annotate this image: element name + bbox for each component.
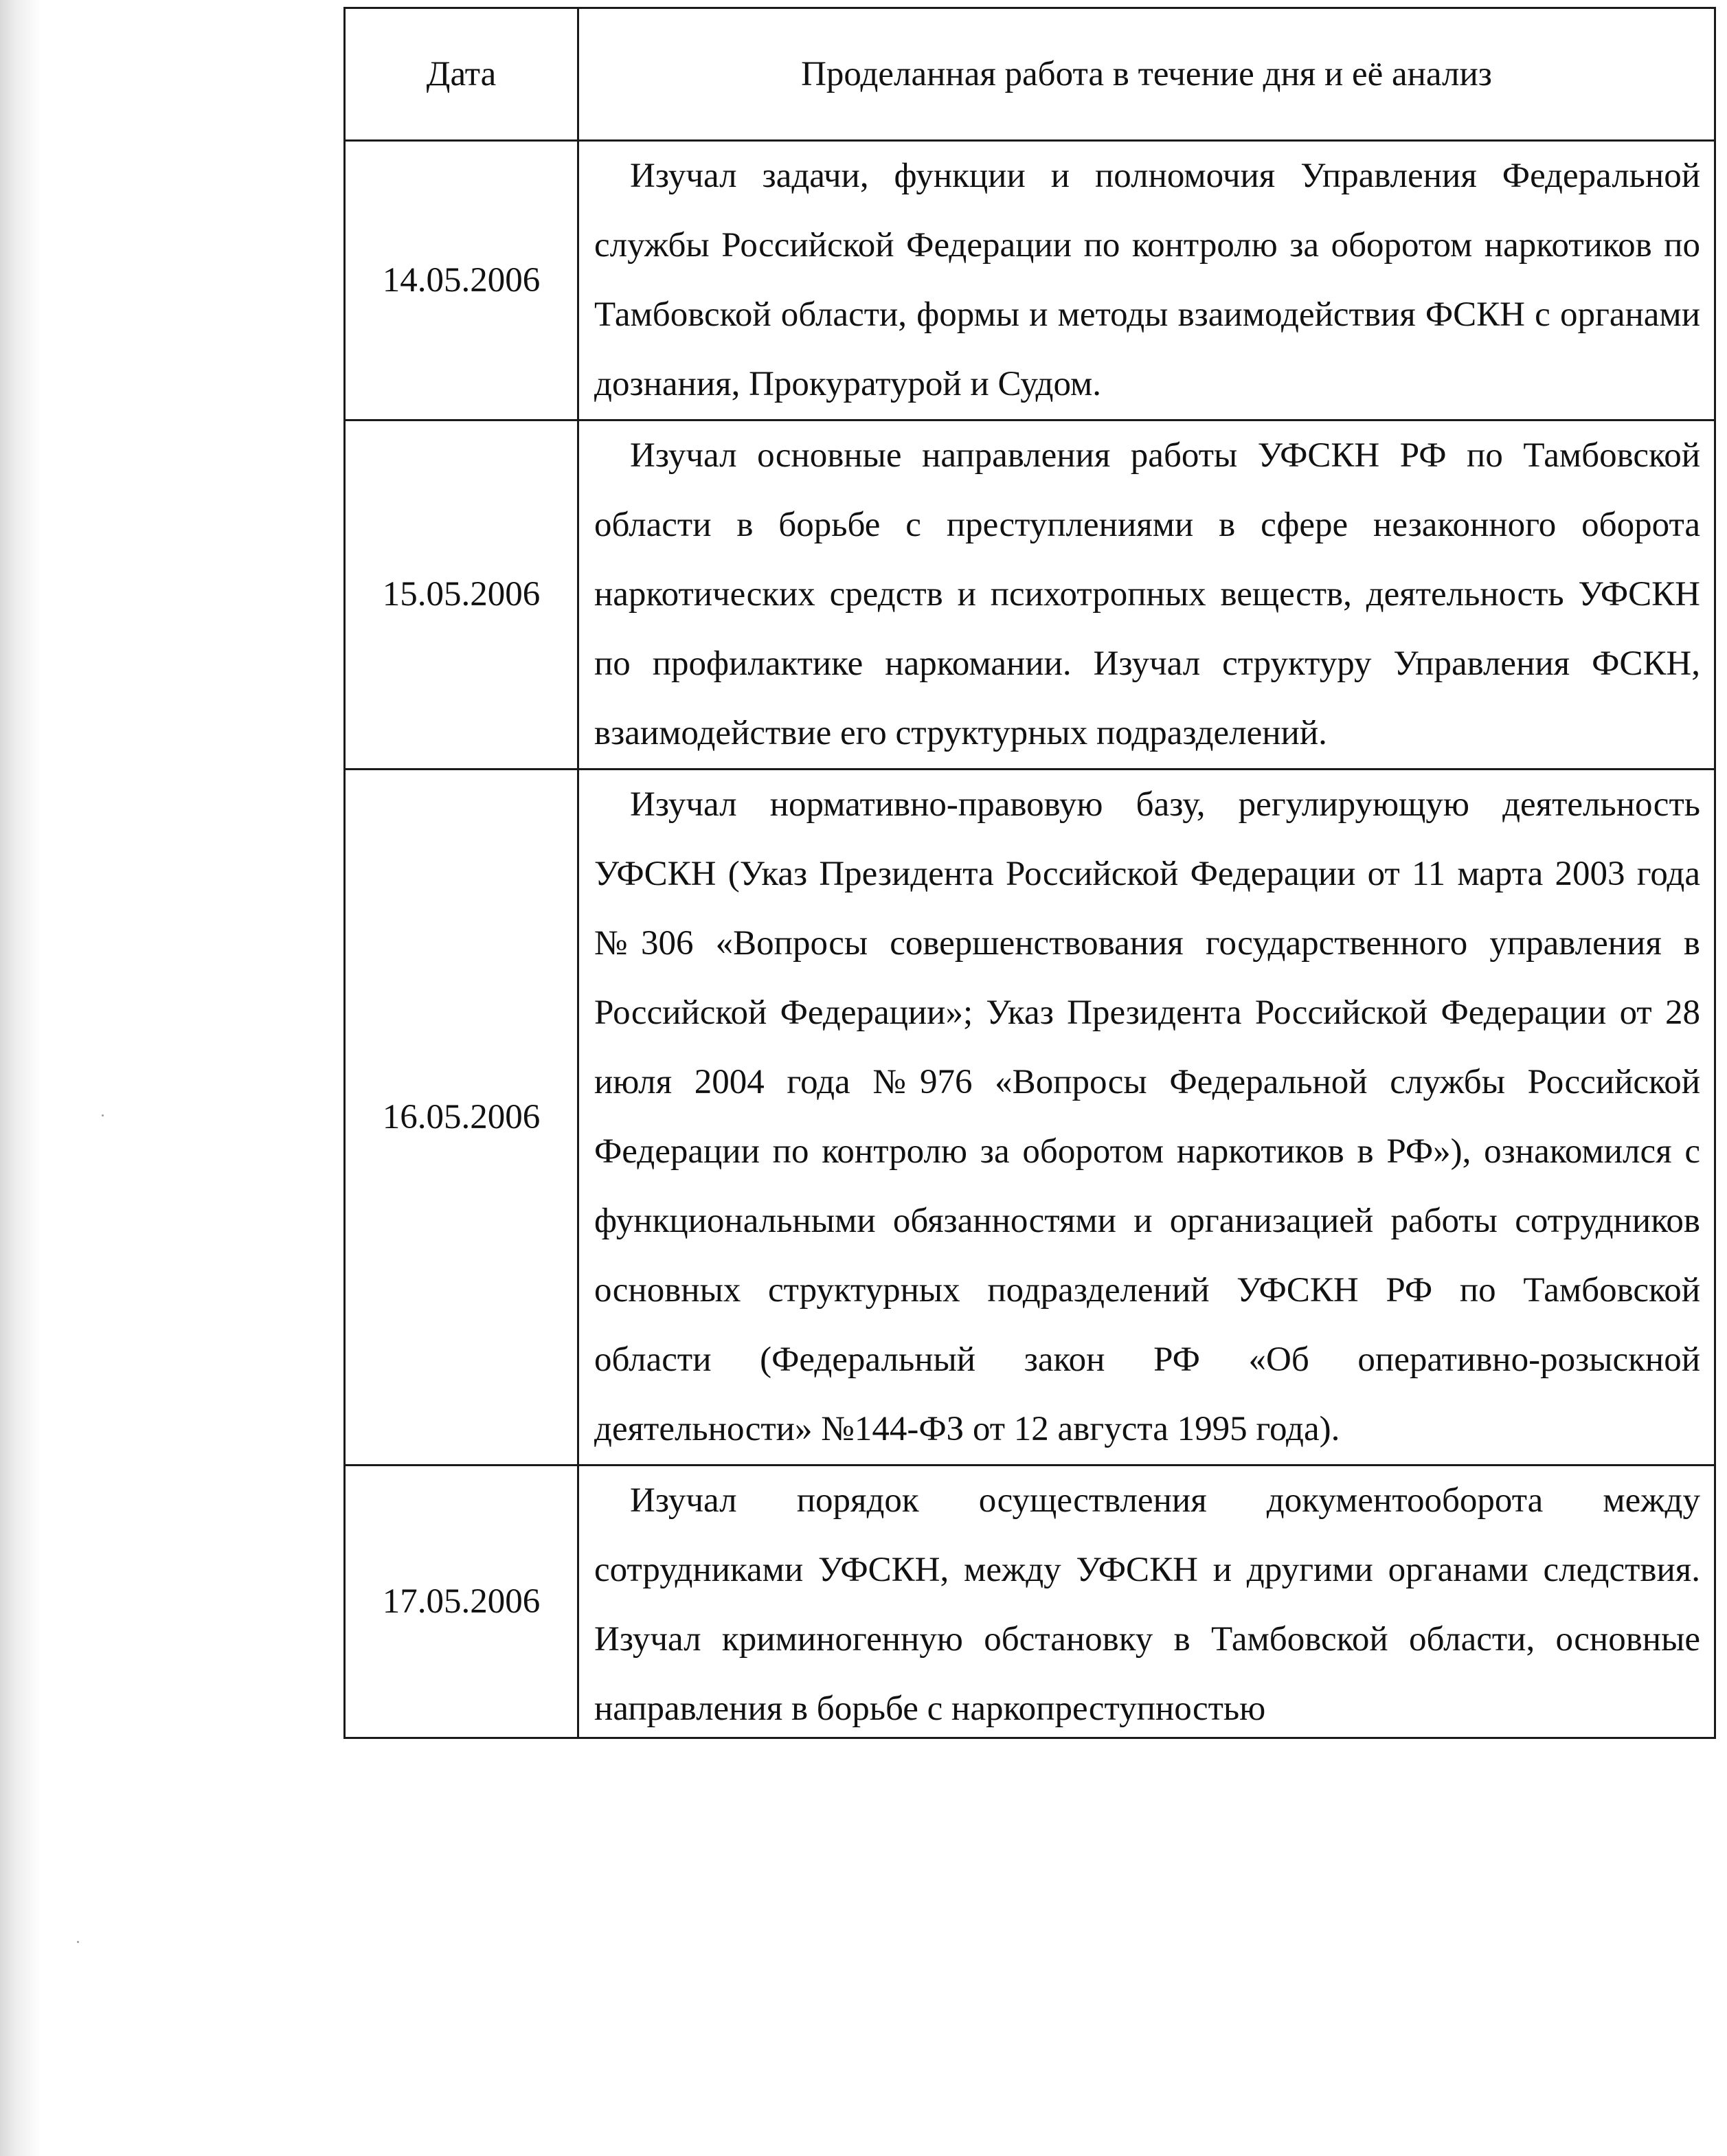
row-date: 14.05.2006 <box>345 141 578 420</box>
row-work-text: Изучал порядок осуществления документооборота между сотрудниками УФСКН, между УФСКН и другими органами следствия. Изучал криминогенную обстановку в Тамбовской области, основные направления в борьбе с наркопреступностью <box>594 1481 1700 1728</box>
table-row <box>345 141 1715 420</box>
row-work-cell <box>578 1466 1715 1738</box>
date-column-header: Дата <box>345 8 578 141</box>
work-journal-table <box>343 7 1716 1739</box>
row-date: 17.05.2006 <box>345 1466 578 1738</box>
scan-speck <box>102 1114 104 1116</box>
row-work-text: Изучал основные направления работы УФСКН РФ по Тамбовской области в борьбе с преступлениями в сфере незаконного оборота наркотических средств и психотропных веществ, деятельность УФСКН по профилактике наркомании. Изучал структуру Управления ФСКН, взаимодействие его структурных подразделений. <box>578 420 1715 770</box>
row-date: 16.05.2006 <box>345 770 578 1466</box>
work-column-header: Проделанная работа в течение дня и её анализ <box>578 8 1715 141</box>
scan-speck <box>77 1941 79 1943</box>
row-date: 15.05.2006 <box>345 420 578 770</box>
table-row <box>345 770 1715 1466</box>
table-row <box>345 420 1715 770</box>
table-row <box>345 1466 1715 1738</box>
table-header-row <box>345 8 1715 141</box>
scan-shadow <box>0 0 41 2156</box>
row-work-text: Изучал задачи, функции и полномочия Управления Федеральной службы Российской Федерации по контролю за оборотом наркотиков по Тамбовской области, формы и методы взаимодействия ФСКН с органами дознания, Прокуратурой и Судом. <box>578 141 1715 420</box>
row-work-text: Изучал нормативно-правовую базу, регулирующую деятельность УФСКН (Указ Президента Российской Федерации от 11 марта 2003 года №306 «Вопросы совершенствования государственного управления в Российской Федерации»; Указ Президента Российской Федерации от 28 июля 2004 года №976 «Вопросы Федеральной службы Российской Федерации по контролю за оборотом наркотиков в РФ»), ознакомился с функциональными обязанностями и организацией работы сотрудников основных структурных подразделений УФСКН РФ по Тамбовской области (Федеральный закон РФ «Об оперативно-розыскной деятельности» №144-ФЗ от 12 августа 1995 года). <box>578 770 1715 1466</box>
